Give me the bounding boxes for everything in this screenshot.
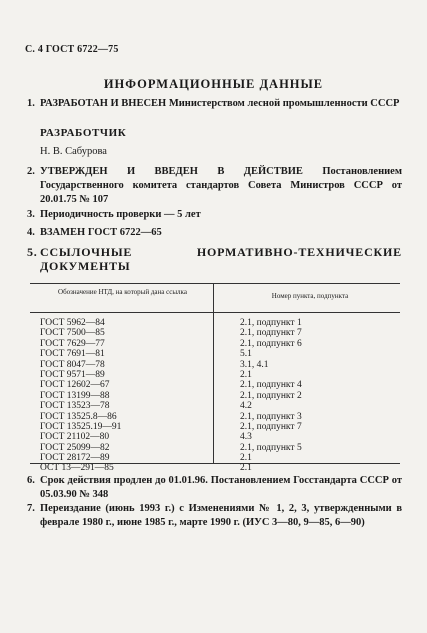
doc-cell: ГОСТ 13525.8—86: [40, 411, 117, 422]
item-number: 4.: [27, 227, 35, 238]
item-number: 2.: [27, 166, 35, 177]
doc-cell: ОСТ 13—291—85: [40, 463, 114, 474]
clause-cell: 2.1, подпункт 3: [240, 411, 302, 422]
item-number: 1.: [27, 98, 35, 109]
table-header-designation: Обозначение НТД, на который дана ссылка: [58, 288, 187, 296]
item-text: ВЗАМЕН ГОСТ 6722—65: [40, 227, 162, 238]
clause-cell: 2.1: [240, 453, 252, 464]
clause-cell: 4.2: [240, 401, 252, 412]
table-header-rule: [30, 312, 400, 313]
item-text: УТВЕРЖДЕН И ВВЕДЕН В ДЕЙСТВИЕ Постановлением Государственного комитета стандартов Совета Министров СССР от 20.01.75 № 107: [40, 166, 402, 205]
clause-cell: 2.1: [240, 463, 252, 474]
item-text: ССЫЛОЧНЫЕ НОРМАТИВНО-ТЕХНИЧЕСКИЕ ДОКУМЕНТЫ: [40, 245, 402, 273]
page-title: ИНФОРМАЦИОННЫЕ ДАННЫЕ: [103, 77, 324, 91]
doc-cell: ГОСТ 13525.19—91: [40, 421, 122, 432]
clause-cell: 3.1, 4.1: [240, 359, 269, 370]
clause-cell: 2.1, подпункт 1: [240, 318, 302, 328]
developer-label: РАЗРАБОТЧИК: [40, 127, 127, 139]
table-header-clause: Номер пункта, подпункта: [271, 292, 349, 300]
clause-cell: 4.3: [240, 432, 252, 443]
item-5: [27, 245, 402, 273]
item-number: 6.: [27, 475, 35, 486]
doc-cell: ГОСТ 7691—81: [40, 349, 105, 360]
item-7: [27, 502, 402, 530]
item-2: [27, 165, 402, 207]
doc-cell: ГОСТ 28172—89: [40, 453, 110, 464]
doc-cell: ГОСТ 21102—80: [40, 432, 110, 443]
clause-cell: 2.1, подпункт 6: [240, 338, 302, 349]
developer-name: Н. В. Сабурова: [40, 146, 107, 157]
doc-cell: ГОСТ 7500—85: [40, 328, 105, 339]
item-text: РАЗРАБОТАН И ВНЕСЕН Министерством лесной промышленности СССР: [40, 98, 400, 109]
item-text: Переиздание (июнь 1993 г.) с Изменениями № 1, 2, 3, утвержденными в феврале 1980 г., июне 1985 г., марте 1990 г. (ИУС 3—80, 9—85, 6—90): [40, 503, 402, 528]
clause-cell: 2.1, подпункт 5: [240, 442, 302, 453]
doc-cell: ГОСТ 12602—67: [40, 380, 110, 391]
item-1: [27, 97, 402, 111]
table-column-divider: [213, 283, 214, 463]
item-text: Периодичность проверки — 5 лет: [40, 209, 201, 220]
item-3: [27, 208, 402, 222]
item-6: [27, 474, 402, 502]
table-bottom-rule: [30, 463, 400, 464]
item-number: 7.: [27, 503, 35, 514]
doc-cell: ГОСТ 25099—82: [40, 442, 110, 453]
item-number: 3.: [27, 209, 35, 220]
item-text: Срок действия продлен до 01.01.96. Постановлением Госстандарта СССР от 05.03.90 № 348: [40, 475, 402, 500]
item-number: 5.: [27, 245, 38, 259]
doc-cell: ГОСТ 13199—88: [40, 390, 110, 401]
doc-cell: ГОСТ 7629—77: [40, 338, 105, 349]
clause-cell: 2.1, подпункт 7: [240, 328, 302, 339]
doc-cell: ГОСТ 8047—78: [40, 359, 105, 370]
clause-cell: 2.1: [240, 369, 252, 380]
table-top-rule: [30, 283, 400, 284]
clause-cell: 5.1: [240, 349, 252, 360]
doc-cell: ГОСТ 13523—78: [40, 401, 110, 412]
doc-cell: ГОСТ 9571—89: [40, 369, 105, 380]
page-header: С. 4 ГОСТ 6722—75: [25, 44, 119, 55]
item-4: [27, 226, 402, 240]
clause-cell: 2.1, подпункт 4: [240, 380, 302, 391]
doc-cell: ГОСТ 5962—84: [40, 318, 105, 328]
clause-cell: 2.1, подпункт 7: [240, 421, 302, 432]
clause-cell: 2.1, подпункт 2: [240, 390, 302, 401]
